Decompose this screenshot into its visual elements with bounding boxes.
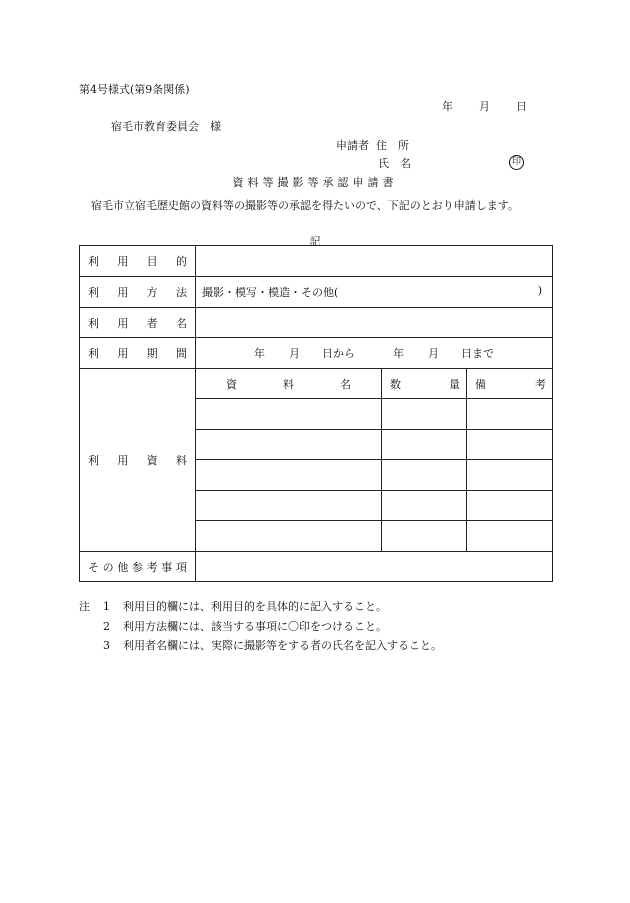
method-close-paren: )	[537, 284, 543, 297]
quantity-header: 数 量	[390, 377, 460, 391]
method-field[interactable]	[196, 277, 553, 308]
quantity-header-cell	[382, 369, 467, 399]
document-title: 資料等撮影等承認申請書	[232, 176, 398, 189]
purpose-label: 利 用 目 的	[88, 255, 187, 268]
purpose-row	[80, 246, 553, 277]
material-quantity-field[interactable]	[382, 430, 467, 460]
form-number: 第4号様式(第9条関係)	[79, 83, 190, 96]
material-quantity-field[interactable]	[382, 491, 467, 521]
period-start-year: 年	[254, 347, 265, 360]
user-label: 利 用 者 名	[88, 316, 187, 330]
user-label-cell	[80, 308, 196, 338]
material-remarks-field[interactable]	[467, 521, 553, 552]
material-name-field[interactable]	[196, 430, 382, 460]
applicant-label: 申請者	[336, 139, 369, 152]
other-row	[80, 552, 553, 582]
period-end-year: 年	[393, 347, 404, 360]
other-label-cell	[80, 552, 196, 582]
material-name-field[interactable]	[196, 491, 382, 521]
date-month-label: 月	[479, 100, 490, 113]
method-label: 利 用 方 法	[88, 286, 187, 299]
remarks-header-cell	[467, 369, 553, 399]
method-label-cell	[80, 277, 196, 308]
note-number: 3	[103, 639, 110, 652]
note-text: 利用方法欄には、該当する事項に〇印をつけること。	[123, 619, 387, 633]
material-quantity-field[interactable]	[382, 399, 467, 430]
materials-label-cell	[80, 369, 196, 552]
ki-heading: 記	[309, 235, 321, 248]
request-body-text: 宿毛市立宿毛歴史館の資料等の撮影等の承認を得たいので、下記のとおり申請します。	[91, 199, 519, 212]
note-item	[79, 617, 442, 637]
date-year-label: 年	[442, 100, 453, 113]
method-row	[80, 277, 553, 308]
material-remarks-field[interactable]	[467, 491, 553, 521]
notes-section	[79, 597, 442, 656]
period-label-cell	[80, 338, 196, 369]
note-item	[79, 597, 442, 617]
user-name-field[interactable]	[196, 308, 553, 338]
purpose-label-cell	[80, 246, 196, 277]
period-start-day: 日から	[322, 347, 355, 360]
method-options: 撮影・模写・模造・その他(	[202, 286, 339, 299]
addressee: 宿毛市教育委員会 様	[111, 120, 221, 133]
materials-label: 利 用 資 料	[88, 454, 187, 467]
material-name-header-cell	[196, 369, 382, 399]
application-table	[79, 245, 553, 582]
note-text: 利用者名欄には、実際に撮影等をする者の氏名を記入すること。	[123, 639, 442, 652]
period-label: 利 用 期 間	[88, 347, 187, 360]
notes-prefix: 注	[79, 600, 90, 613]
name-label: 氏 名	[378, 157, 411, 170]
materials-header-row	[80, 369, 553, 399]
seal-mark: 印	[509, 155, 524, 170]
period-start-month: 月	[289, 347, 300, 360]
applicant-address-line	[336, 140, 409, 151]
remarks-header: 備 考	[475, 377, 547, 391]
material-quantity-field[interactable]	[382, 521, 467, 552]
date-day-label: 日	[516, 100, 527, 113]
other-label: そ の 他 参 考 事 項	[88, 560, 187, 574]
material-name-field[interactable]	[196, 460, 382, 491]
note-number: 2	[103, 619, 110, 633]
purpose-field[interactable]	[196, 246, 553, 277]
material-name-header: 資 料 名	[226, 377, 351, 391]
period-row	[80, 338, 553, 369]
material-remarks-field[interactable]	[467, 430, 553, 460]
period-field[interactable]	[196, 338, 553, 369]
date-line	[442, 101, 527, 112]
material-name-field[interactable]	[196, 399, 382, 430]
material-remarks-field[interactable]	[467, 399, 553, 430]
period-end-month: 月	[428, 347, 439, 360]
note-number: 1	[103, 600, 110, 613]
material-remarks-field[interactable]	[467, 460, 553, 491]
material-name-field[interactable]	[196, 521, 382, 552]
address-label: 住 所	[376, 139, 409, 152]
material-quantity-field[interactable]	[382, 460, 467, 491]
period-end-day: 日まで	[461, 347, 494, 360]
user-row	[80, 308, 553, 338]
other-notes-field[interactable]	[196, 552, 553, 582]
note-item	[79, 636, 442, 656]
note-text: 利用目的欄には、利用目的を具体的に記入すること。	[123, 600, 387, 613]
